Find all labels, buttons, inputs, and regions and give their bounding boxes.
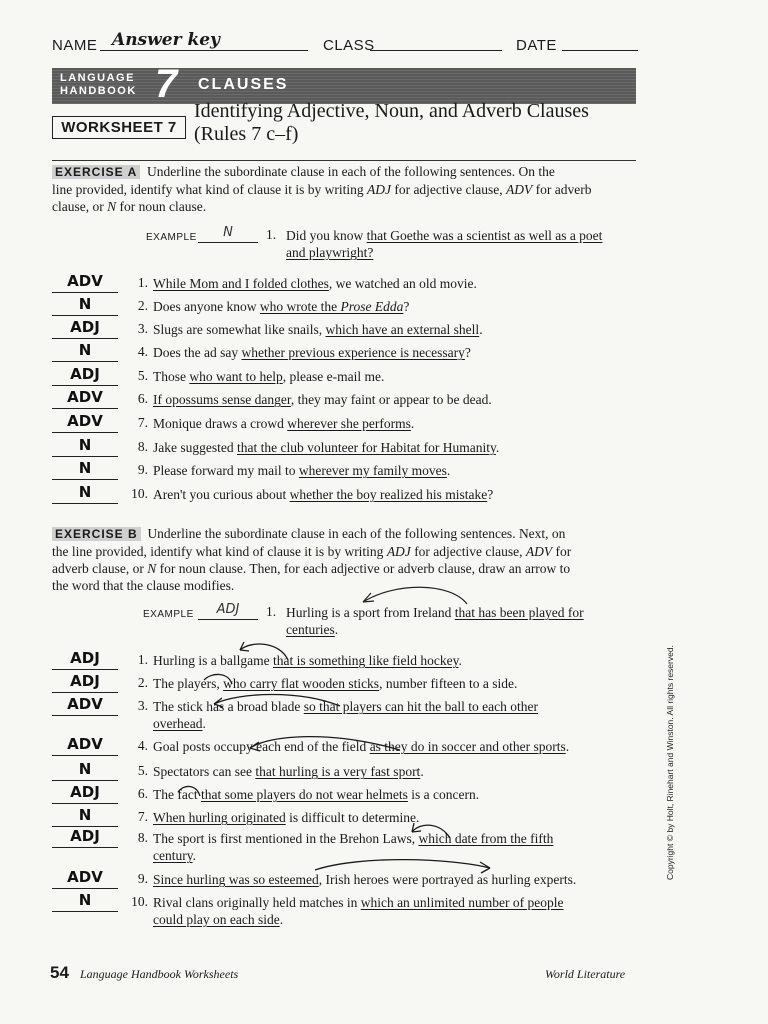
answer-blank[interactable]: N bbox=[52, 483, 118, 504]
page-number: 54 bbox=[50, 963, 69, 982]
sentence: The sport is first mentioned in the Brehon Laws, which date from the fifth century. bbox=[153, 831, 554, 863]
sentence: When hurling originated is difficult to determine. bbox=[153, 810, 420, 825]
answer-blank[interactable]: N bbox=[52, 436, 118, 457]
item-number: 1. bbox=[137, 275, 148, 290]
answer-blank[interactable]: ADJ bbox=[52, 318, 118, 339]
example-b-sentence: Hurling is a sport from Ireland that has been played for centuries. bbox=[286, 605, 584, 637]
answer-blank[interactable]: ADV bbox=[52, 868, 118, 889]
sentence: Slugs are somewhat like snails, which have an external shell. bbox=[153, 322, 483, 337]
answer-blank[interactable]: ADJ bbox=[52, 672, 118, 693]
answer-blank[interactable]: N bbox=[52, 760, 118, 781]
sentence: Hurling is a ballgame that is something like field hockey. bbox=[153, 653, 462, 668]
item-number: 2. bbox=[137, 675, 148, 690]
class-label: CLASS bbox=[323, 37, 375, 54]
divider bbox=[52, 160, 636, 161]
sentence: Goal posts occupy each end of the field as they do in soccer and other sports. bbox=[153, 739, 570, 754]
sentence: The players, who carry flat wooden sticks, number fifteen to a side. bbox=[153, 676, 518, 691]
example-answer: N bbox=[198, 225, 258, 243]
answer-blank[interactable]: N bbox=[52, 891, 118, 912]
example-b-answer: ADJ bbox=[198, 602, 258, 620]
item-number: 4. bbox=[137, 344, 148, 359]
example-b-number: 1. bbox=[266, 604, 277, 619]
class-line[interactable] bbox=[370, 50, 502, 51]
answer-blank[interactable]: N bbox=[52, 806, 118, 827]
answer-blank[interactable]: N bbox=[52, 341, 118, 362]
answer-blank[interactable]: N bbox=[52, 459, 118, 480]
name-label: NAME bbox=[52, 37, 98, 54]
item-number: 6. bbox=[137, 391, 148, 406]
answer-blank[interactable]: ADV bbox=[52, 695, 118, 716]
item-number: 10. bbox=[131, 894, 148, 909]
item-number: 7. bbox=[137, 415, 148, 430]
answer-blank[interactable]: ADV bbox=[52, 735, 118, 756]
item-number: 4. bbox=[137, 738, 148, 753]
footer-book-title: Language Handbook Worksheets bbox=[80, 967, 239, 981]
item-number: 5. bbox=[137, 368, 148, 383]
name-line[interactable] bbox=[100, 50, 308, 51]
date-label: DATE bbox=[516, 37, 557, 54]
item-number: 8. bbox=[137, 830, 148, 845]
chapter-number: 7 bbox=[155, 62, 178, 106]
item-number: 6. bbox=[137, 786, 148, 801]
chapter-banner bbox=[52, 68, 636, 104]
worksheet-label: WORKSHEET 7 bbox=[52, 116, 186, 139]
sentence: Since hurling was so esteemed, Irish heroes were portrayed as hurling experts. bbox=[153, 872, 577, 887]
item-number: 5. bbox=[137, 763, 148, 778]
banner-subtitle: LANGUAGE HANDBOOK bbox=[60, 72, 137, 97]
answer-blank[interactable]: ADJ bbox=[52, 827, 118, 848]
sentence: If opossums sense danger, they may faint or appear to be dead. bbox=[153, 392, 492, 407]
item-number: 10. bbox=[131, 486, 148, 501]
example-number: 1. bbox=[266, 227, 277, 242]
sentence: Monique draws a crowd wherever she performs. bbox=[153, 416, 415, 431]
item-number: 9. bbox=[137, 462, 148, 477]
sentence: Does the ad say whether previous experience is necessary? bbox=[153, 345, 471, 360]
copyright-notice: Copyright © by Holt, Rinehart and Winston. All rights reserved. bbox=[665, 645, 675, 880]
item-number: 1. bbox=[137, 652, 148, 667]
answer-blank[interactable]: ADJ bbox=[52, 649, 118, 670]
example-sentence: Did you know that Goethe was a scientist as well as a poet and playwright? bbox=[286, 228, 603, 260]
date-line[interactable] bbox=[562, 50, 638, 51]
sentence: The stick has a broad blade so that players can hit the ball to each other overhead. bbox=[153, 699, 538, 731]
exercise-b-tag: EXERCISE B bbox=[52, 527, 141, 541]
item-number: 9. bbox=[137, 871, 148, 886]
sentence: Aren't you curious about whether the boy realized his mistake? bbox=[153, 487, 494, 502]
item-number: 8. bbox=[137, 439, 148, 454]
exercise-a-instructions: EXERCISE A Underline the subordinate clause in each of the following sentences. On the line provided, identify what kind of clause it is by writing ADJ for adjective clause, ADV for adverb clause, or N for noun clause. bbox=[52, 164, 592, 214]
sentence: While Mom and I folded clothes, we watched an old movie. bbox=[153, 276, 477, 291]
sentence: Rival clans originally held matches in which an unlimited number of people could play on each side. bbox=[153, 895, 564, 927]
item-number: 3. bbox=[137, 321, 148, 336]
sentence: Please forward my mail to wherever my family moves. bbox=[153, 463, 451, 478]
exercise-b-instructions: EXERCISE B Underline the subordinate clause in each of the following sentences. Next, on the line provided, identify what kind of clause it is by writing ADJ for adjective clause, ADV for adverb clause, or N for noun clause. Then, for each adjective or adverb clause, draw an arrow to the word that the clause modifies. bbox=[52, 526, 572, 593]
sentence: Jake suggested that the club volunteer for Habitat for Humanity. bbox=[153, 440, 500, 455]
example-label: EXAMPLE bbox=[146, 232, 197, 243]
sentence: Those who want to help, please e-mail me. bbox=[153, 369, 385, 384]
name-value: Answer key bbox=[112, 30, 220, 50]
item-number: 3. bbox=[137, 698, 148, 713]
answer-blank[interactable]: ADJ bbox=[52, 783, 118, 804]
item-number: 7. bbox=[137, 809, 148, 824]
answer-blank[interactable]: ADV bbox=[52, 272, 118, 293]
footer-subject: World Literature bbox=[545, 967, 626, 981]
answer-blank[interactable]: ADV bbox=[52, 412, 118, 433]
item-number: 2. bbox=[137, 298, 148, 313]
sentence: The fact that some players do not wear helmets is a concern. bbox=[153, 787, 480, 802]
example-b-label: EXAMPLE bbox=[143, 609, 194, 620]
worksheet-title: Identifying Adjective, Noun, and Adverb Clauses (Rules 7 c–f) bbox=[194, 100, 589, 145]
answer-blank[interactable]: ADV bbox=[52, 388, 118, 409]
sentence: Spectators can see that hurling is a very fast sport. bbox=[153, 764, 424, 779]
answer-blank[interactable]: N bbox=[52, 295, 118, 316]
exercise-a-tag: EXERCISE A bbox=[52, 165, 140, 179]
chapter-title: CLAUSES bbox=[198, 76, 289, 93]
sentence: Does anyone know who wrote the Prose Edda? bbox=[153, 299, 410, 314]
answer-blank[interactable]: ADJ bbox=[52, 365, 118, 386]
